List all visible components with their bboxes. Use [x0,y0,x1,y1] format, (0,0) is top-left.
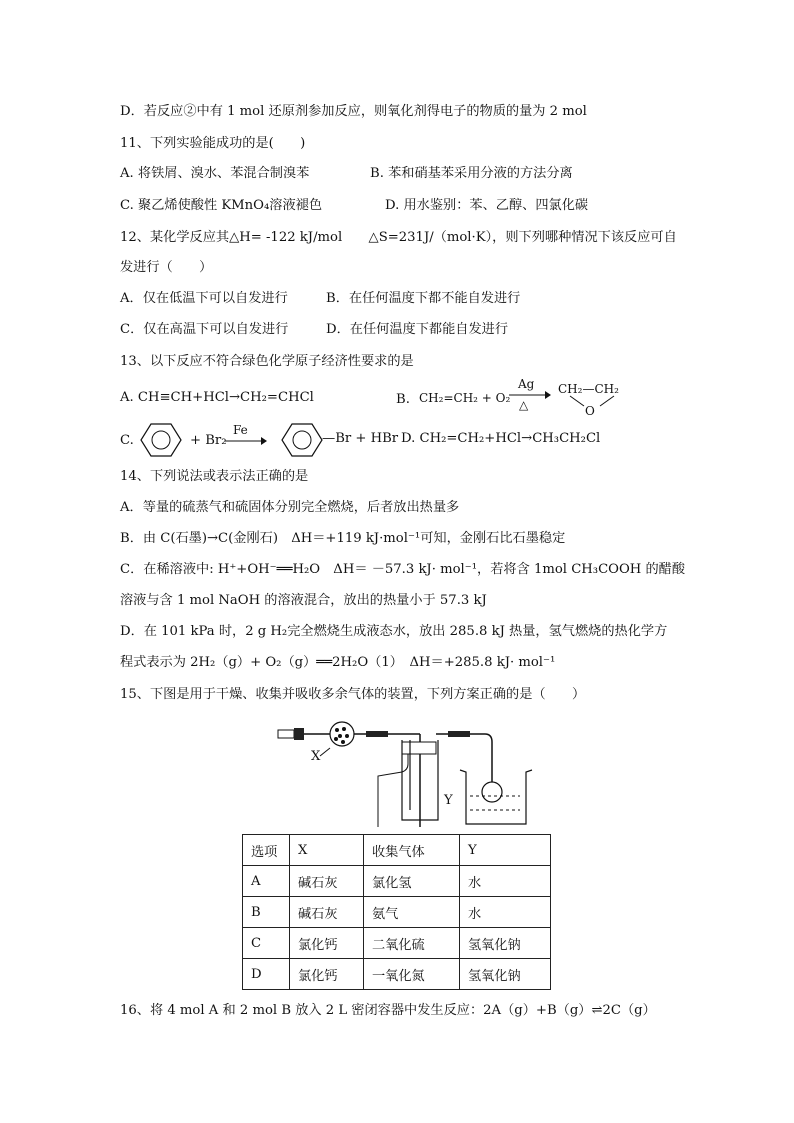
header-cell: X [290,835,364,866]
table-cell: D [243,959,290,990]
question-14-option-c-cont: 溶液与含 1 mol NaOH 的溶液混合，放出的热量小于 57.3 kJ [120,593,487,608]
question-15-stem: 15、下图是用于干燥、收集并吸收多余气体的装置，下列方案正确的是（ ） [120,687,586,702]
table-cell: 氢氧化钠 [460,928,551,959]
question-11-stem: 11、下列实验能成功的是( ) [120,136,306,151]
bromobenzene-product: —Br + HBr [322,431,399,446]
question-12-stem-cont: 发进行（ ） [120,260,213,275]
header-cell: 选项 [243,835,290,866]
table-cell: 水 [460,897,551,928]
table-cell: 水 [460,866,551,897]
catalyst-label-ag: Ag [518,377,535,391]
table-cell: 氯化钙 [290,928,364,959]
question-14-option-c: C．在稀溶液中: H⁺+OH⁻══H₂O ΔH＝ －57.3 kJ· mol⁻¹，若将含 1mol CH₃COOH 的醋酸 [120,562,686,577]
reaction-arrow [225,436,267,446]
table-cell: 氯化钙 [290,959,364,990]
question-11-option-a: A. 将铁屑、溴水、苯混合制溴苯 [120,166,310,181]
header-cell: 收集气体 [364,835,460,866]
reaction-arrow [509,390,551,400]
table-cell: 碱石灰 [290,897,364,928]
question-14-option-d-cont: 程式表示为 2H₂（g）+ O₂（g）══2H₂O（1） ΔH＝+285.8 kJ· mol⁻¹ [120,655,556,670]
table-header-row [243,835,551,866]
question-12-option-c: C．仅在高温下可以自发进行 [120,322,289,337]
table-cell: 氯化氢 [364,866,460,897]
question-14-stem: 14、下列说法或表示法正确的是 [120,469,309,484]
table-row [243,866,551,897]
table-cell: B [243,897,290,928]
question-13-option-d: D. CH₂=CH₂+HCl→CH₃CH₂Cl [401,431,601,446]
question-13-option-c-label: C. [120,433,134,448]
table-cell: 氢氧化钠 [460,959,551,990]
table-row [243,959,551,990]
table-cell: 一氧化氮 [364,959,460,990]
epoxide-oxygen: O [585,404,595,418]
options-table [242,834,551,990]
question-16-stem: 16、将 4 mol A 和 2 mol B 放入 2 L 密闭容器中发生反应：2A（g）+B（g）⇌2C（g） [120,1003,656,1018]
label-y: Y [444,793,453,808]
question-13-stem: 13、以下反应不符合绿色化学原子经济性要求的是 [120,354,414,369]
question-13-option-b-reactants: CH₂=CH₂ + O₂ [419,391,511,405]
benzene-ring-icon [281,422,323,458]
label-x: X [311,749,321,764]
question-12-option-a: A．仅在低温下可以自发进行 [120,291,288,306]
heat-label: △ [519,398,529,412]
table-cell: 二氧化硫 [364,928,460,959]
question-12-stem: 12、某化学反应其△H= -122 kJ/mol △S=231J/（mol·K），则下列哪种情况下该反应可自 [120,230,677,245]
table-row [243,928,551,959]
header-cell: Y [460,835,551,866]
table-row [243,897,551,928]
question-14-option-b: B．由 C(石墨)→C(金刚石) ΔH＝+119 kJ·mol⁻¹可知，金刚石比石墨稳定 [120,531,566,546]
collection-bottle [400,740,440,822]
question-13-option-a: A. CH≡CH+HCl→CH₂=CHCl [120,390,314,405]
question-11-option-b: B. 苯和硝基苯采用分液的方法分离 [370,166,573,181]
question-11-option-c: C. 聚乙烯使酸性 KMnO₄溶液褪色 [120,198,323,213]
table-cell: C [243,928,290,959]
table-cell: A [243,866,290,897]
catalyst-label-fe: Fe [233,423,248,437]
benzene-ring-icon [140,422,182,458]
bromine-reagent: + Br₂ [190,433,227,448]
question-10-option-d: D．若反应②中有 1 mol 还原剂参加反应，则氧化剂得电子的物质的量为 2 mol [120,104,587,119]
question-13-option-b-label: B. [396,392,410,407]
question-14-option-a: A．等量的硫蒸气和硫固体分别完全燃烧，后者放出热量多 [120,500,460,515]
question-11-option-d: D. 用水鉴别：苯、乙醇、四氯化碳 [385,198,589,213]
question-12-option-b: B．在任何温度下都不能自发进行 [326,291,521,306]
table-cell: 氨气 [364,897,460,928]
table-cell: 碱石灰 [290,866,364,897]
question-14-option-d: D．在 101 kPa 时，2 g H₂完全燃烧生成液态水，放出 285.8 kJ 热量，氢气燃烧的热化学方 [120,624,668,639]
epoxide-top: CH₂—CH₂ [558,382,619,396]
question-12-option-d: D．在任何温度下都能自发进行 [326,322,509,337]
